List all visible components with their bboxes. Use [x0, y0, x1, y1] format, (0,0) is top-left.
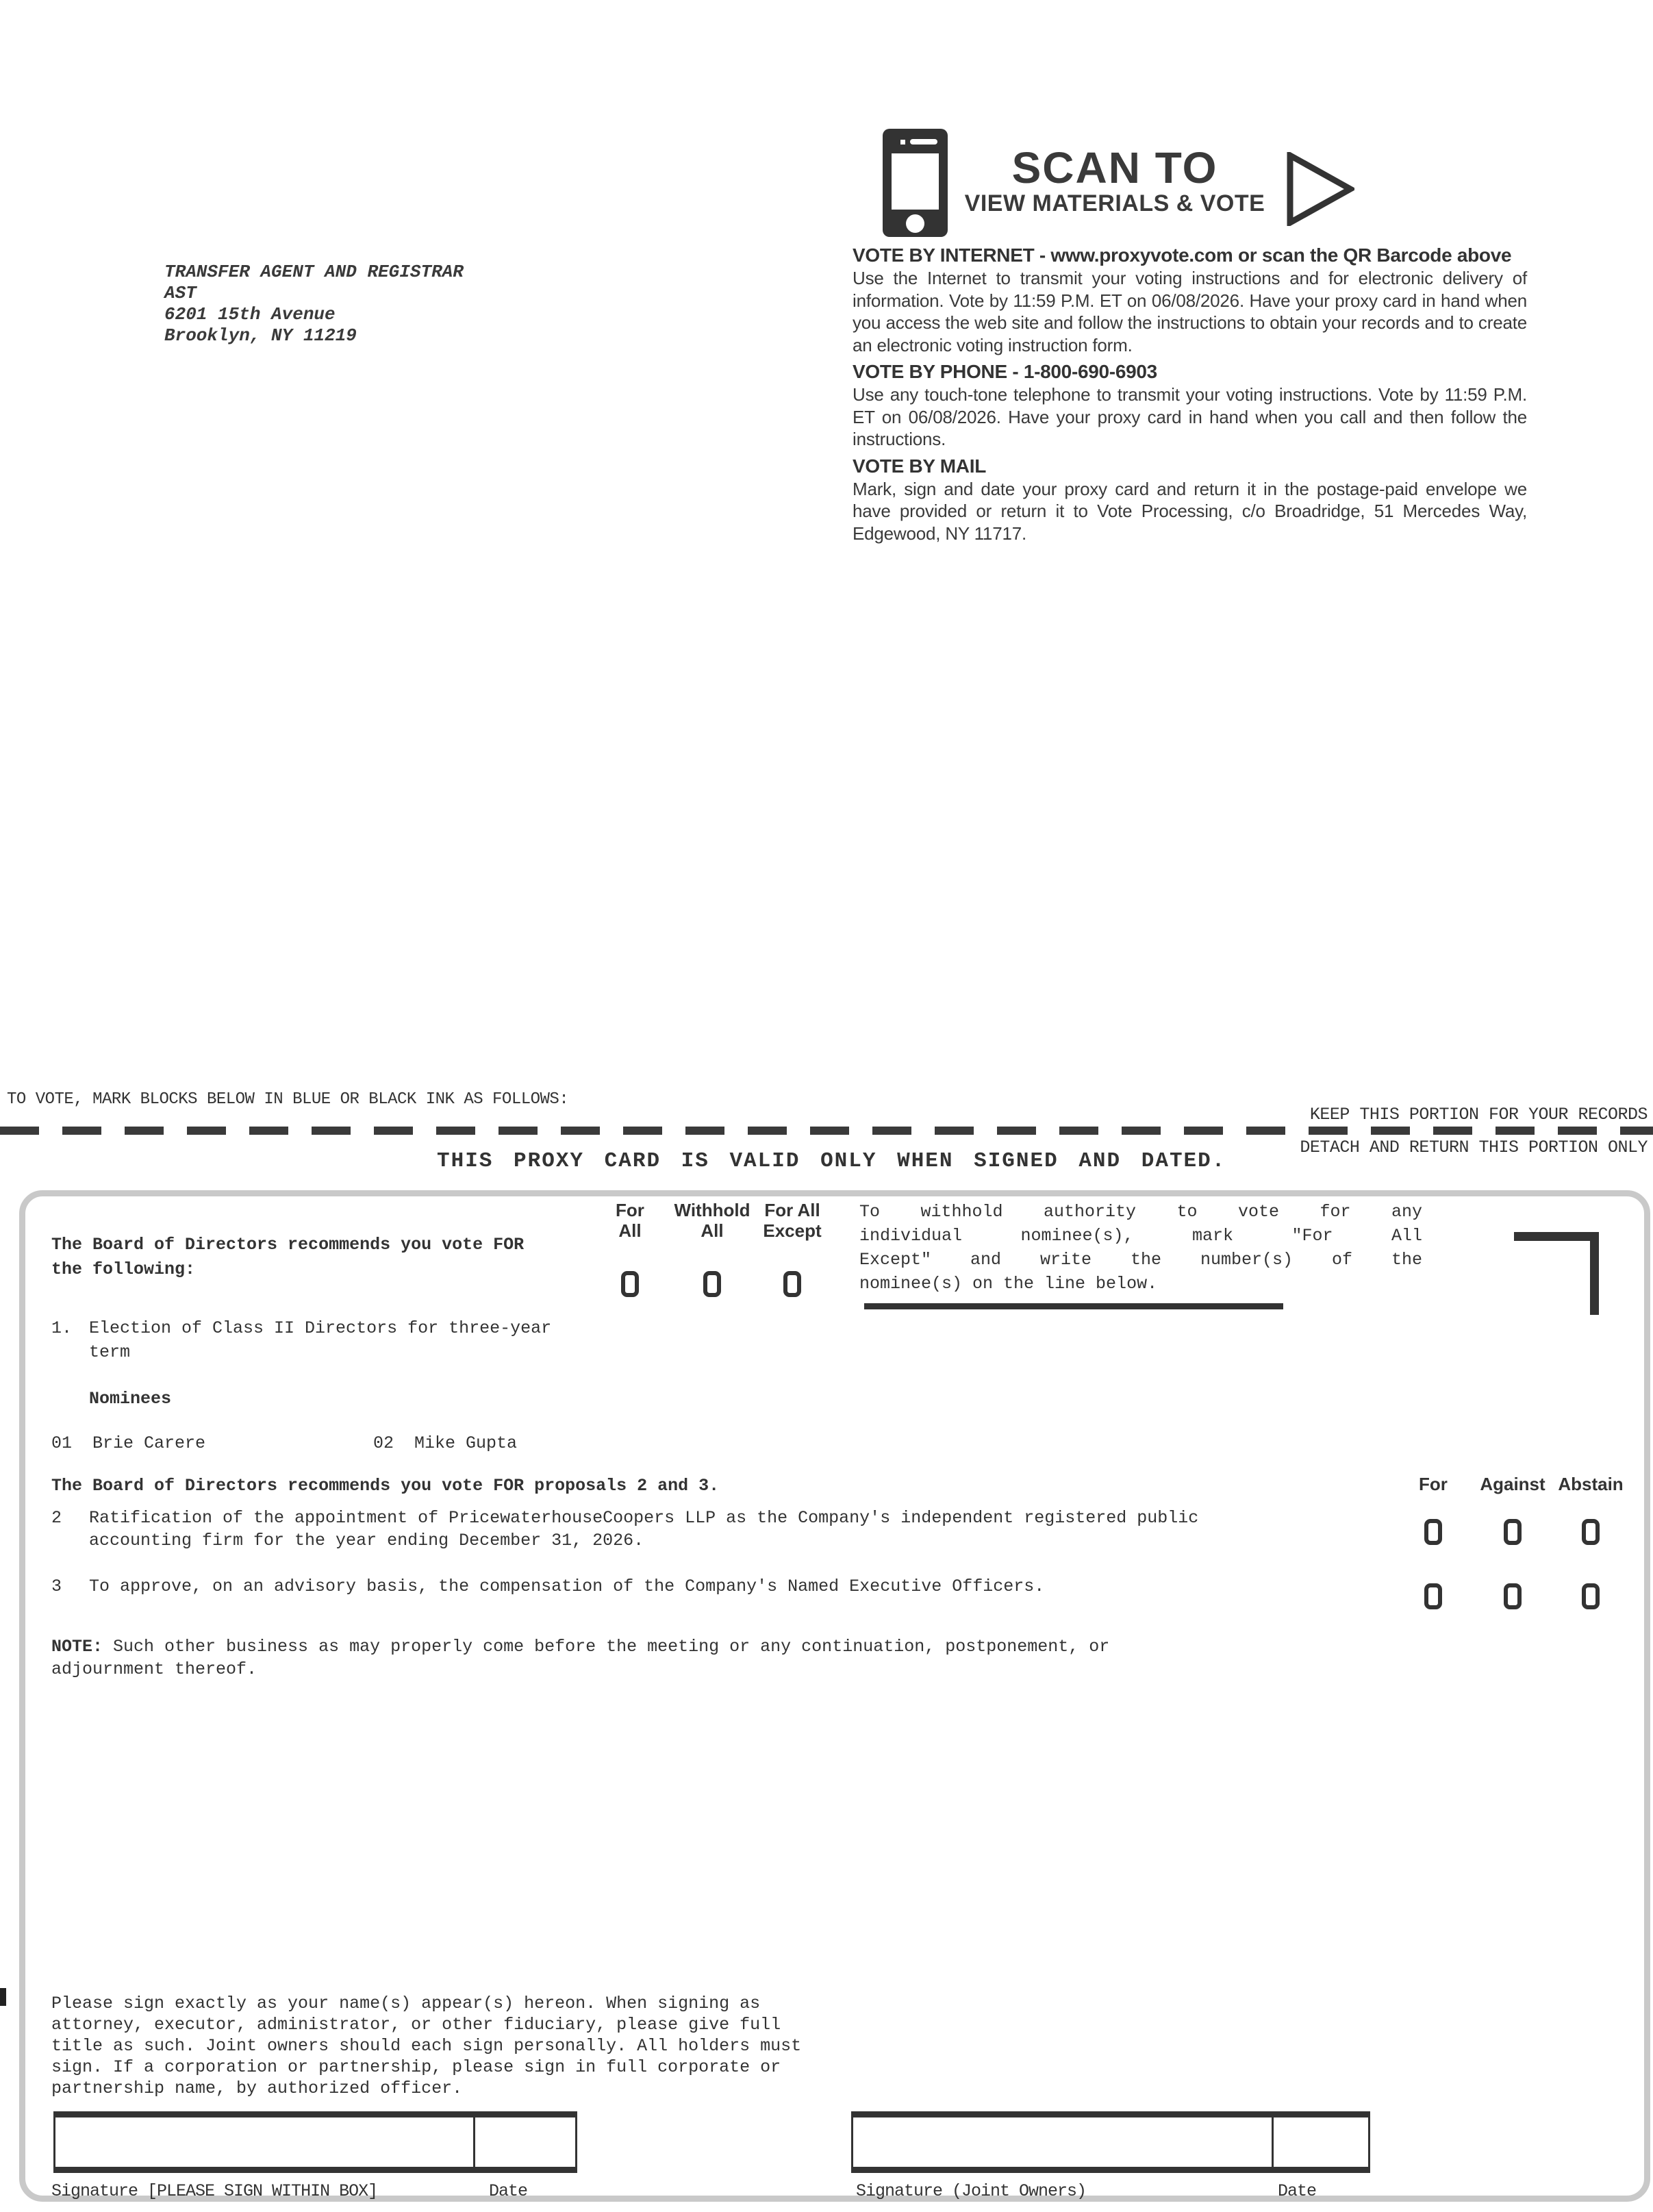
column-header-against: Against — [1480, 1474, 1545, 1494]
scan-to-title: SCAN TO — [1011, 143, 1218, 192]
signature-primary-label: Signature [PLEASE SIGN WITHIN BOX] — [51, 2181, 378, 2201]
checkbox-p3-for[interactable] — [1424, 1583, 1442, 1609]
phone-camera-dot — [900, 140, 905, 144]
signature-date-divider — [473, 2117, 475, 2167]
vote-by-mail-title: VOTE BY MAIL — [853, 455, 987, 477]
proposal-2-number: 2 — [51, 1508, 62, 1528]
signature-instructions: Please sign exactly as your name(s) appear(s) hereon. When signing as attorney, executor, administrator, or other fiduciary, please give full title as such. Joint owners should each sign personally. All holders must sign. If a corporation or partnership, please sign in full corporate or partnership name, by authorized officer. — [51, 1994, 802, 2098]
column-header-withhold-all: Withhold All — [674, 1200, 750, 1241]
agent-line: Brooklyn, NY 11219 — [164, 325, 357, 346]
proposal-1-number: 1. — [51, 1318, 73, 1338]
checkbox-for-all-except[interactable] — [783, 1271, 801, 1297]
nominee-1-number: 01 — [51, 1433, 73, 1453]
keep-portion-text: KEEP THIS PORTION FOR YOUR RECORDS — [1309, 1105, 1648, 1124]
smartphone-icon — [883, 129, 948, 237]
signature-box-joint[interactable] — [851, 2111, 1370, 2173]
note-text: Such other business as may properly come before the meeting or any continuation, postponement, or adjournment thereof. — [51, 1637, 1110, 1679]
checkbox-p3-against[interactable] — [1504, 1583, 1522, 1609]
checkbox-for-all[interactable] — [621, 1271, 639, 1297]
agent-line: AST — [164, 283, 197, 303]
nominee-2-name: Mike Gupta — [414, 1433, 518, 1453]
phone-screen — [892, 153, 939, 210]
other-business-note — [51, 1635, 1133, 1681]
for-all-except-write-in-line[interactable] — [864, 1303, 1283, 1309]
board-recommendation-1: The Board of Directors recommends you vote FOR the following: — [51, 1235, 525, 1279]
transfer-agent-address — [164, 262, 464, 347]
withhold-authority-note: To withhold authority to vote for any individual nominee(s), mark "For All Except" and write the number(s) of the nominee(s) on the line below. — [859, 1202, 1422, 1294]
scan-to-subtitle: VIEW MATERIALS & VOTE — [964, 190, 1265, 216]
proposal-2-text: Ratification of the appointment of PricewaterhouseCoopers LLP as the Company's independent registered public accounting firm for the year ending December 31, 2026. — [89, 1508, 1199, 1550]
phone-speaker-dash — [910, 139, 937, 144]
mark-blocks-instruction: TO VOTE, MARK BLOCKS BELOW IN BLUE OR BLACK INK AS FOLLOWS: — [7, 1090, 569, 1109]
nominee-2-number: 02 — [373, 1433, 394, 1453]
column-header-for: For — [1419, 1474, 1448, 1494]
board-recommendation-2: The Board of Directors recommends you vote FOR proposals 2 and 3. — [51, 1476, 720, 1496]
return-portion-text: DETACH AND RETURN THIS PORTION ONLY — [1300, 1138, 1648, 1157]
nominee-1-name: Brie Carere — [92, 1433, 206, 1453]
proposal-3-number: 3 — [51, 1576, 62, 1596]
valid-when-signed-note: THIS PROXY CARD IS VALID ONLY WHEN SIGNED AND DATED. — [437, 1149, 1226, 1173]
detach-dashed-line — [0, 1127, 1653, 1135]
agent-line: TRANSFER AGENT AND REGISTRAR — [164, 262, 464, 282]
column-header-abstain: Abstain — [1558, 1474, 1624, 1494]
vote-by-phone-title: VOTE BY PHONE - 1-800-690-6903 — [853, 361, 1157, 382]
signature-joint-label: Signature (Joint Owners) — [856, 2181, 1087, 2201]
agent-line: 6201 15th Avenue — [164, 304, 336, 325]
corner-registration-mark — [1514, 1232, 1599, 1315]
column-header-for-all: For All — [616, 1200, 644, 1241]
scan-to-block — [964, 145, 1265, 216]
nominees-label: Nominees — [89, 1389, 172, 1409]
vote-by-phone-body: Use any touch-tone telephone to transmit your voting instructions. Vote by 11:59 P.M. ET on 06/08/2026. Have your proxy card in hand when you call and then follow the instructions. — [853, 384, 1527, 449]
signature-box-primary[interactable] — [53, 2111, 577, 2173]
column-header-for-all-except: For All Except — [763, 1200, 822, 1241]
checkbox-p2-against[interactable] — [1504, 1519, 1522, 1545]
proposal-3-text: To approve, on an advisory basis, the compensation of the Company's Named Executive Officers. — [89, 1576, 1045, 1596]
checkbox-p3-abstain[interactable] — [1582, 1583, 1600, 1609]
date-primary-label: Date — [489, 2181, 528, 2201]
registration-mark — [0, 1988, 6, 2006]
proposal-1-text: Election of Class II Directors for three-year term — [89, 1318, 552, 1362]
phone-home-button — [906, 214, 924, 233]
signature-date-divider — [1272, 2117, 1274, 2167]
arrow-right-icon — [1286, 152, 1354, 226]
vote-methods — [853, 244, 1527, 549]
vote-by-internet-title: VOTE BY INTERNET - www.proxyvote.com or scan the QR Barcode above — [853, 244, 1512, 266]
checkbox-p2-for[interactable] — [1424, 1519, 1442, 1545]
checkbox-p2-abstain[interactable] — [1582, 1519, 1600, 1545]
checkbox-withhold-all[interactable] — [703, 1271, 721, 1297]
vote-by-mail-body: Mark, sign and date your proxy card and return it in the postage-paid envelope we have provided or return it to Vote Processing, c/o Broadridge, 51 Mercedes Way, Edgewood, NY 11717. — [853, 478, 1527, 544]
vote-by-internet-body: Use the Internet to transmit your voting instructions and for electronic delivery of information. Vote by 11:59 P.M. ET on 06/08/2026. Have your proxy card in hand when you access the web site and follow the instructions to obtain your records and to create an electronic voting instruction form. — [853, 268, 1527, 355]
note-label: NOTE: — [51, 1637, 103, 1657]
date-joint-label: Date — [1278, 2181, 1317, 2201]
